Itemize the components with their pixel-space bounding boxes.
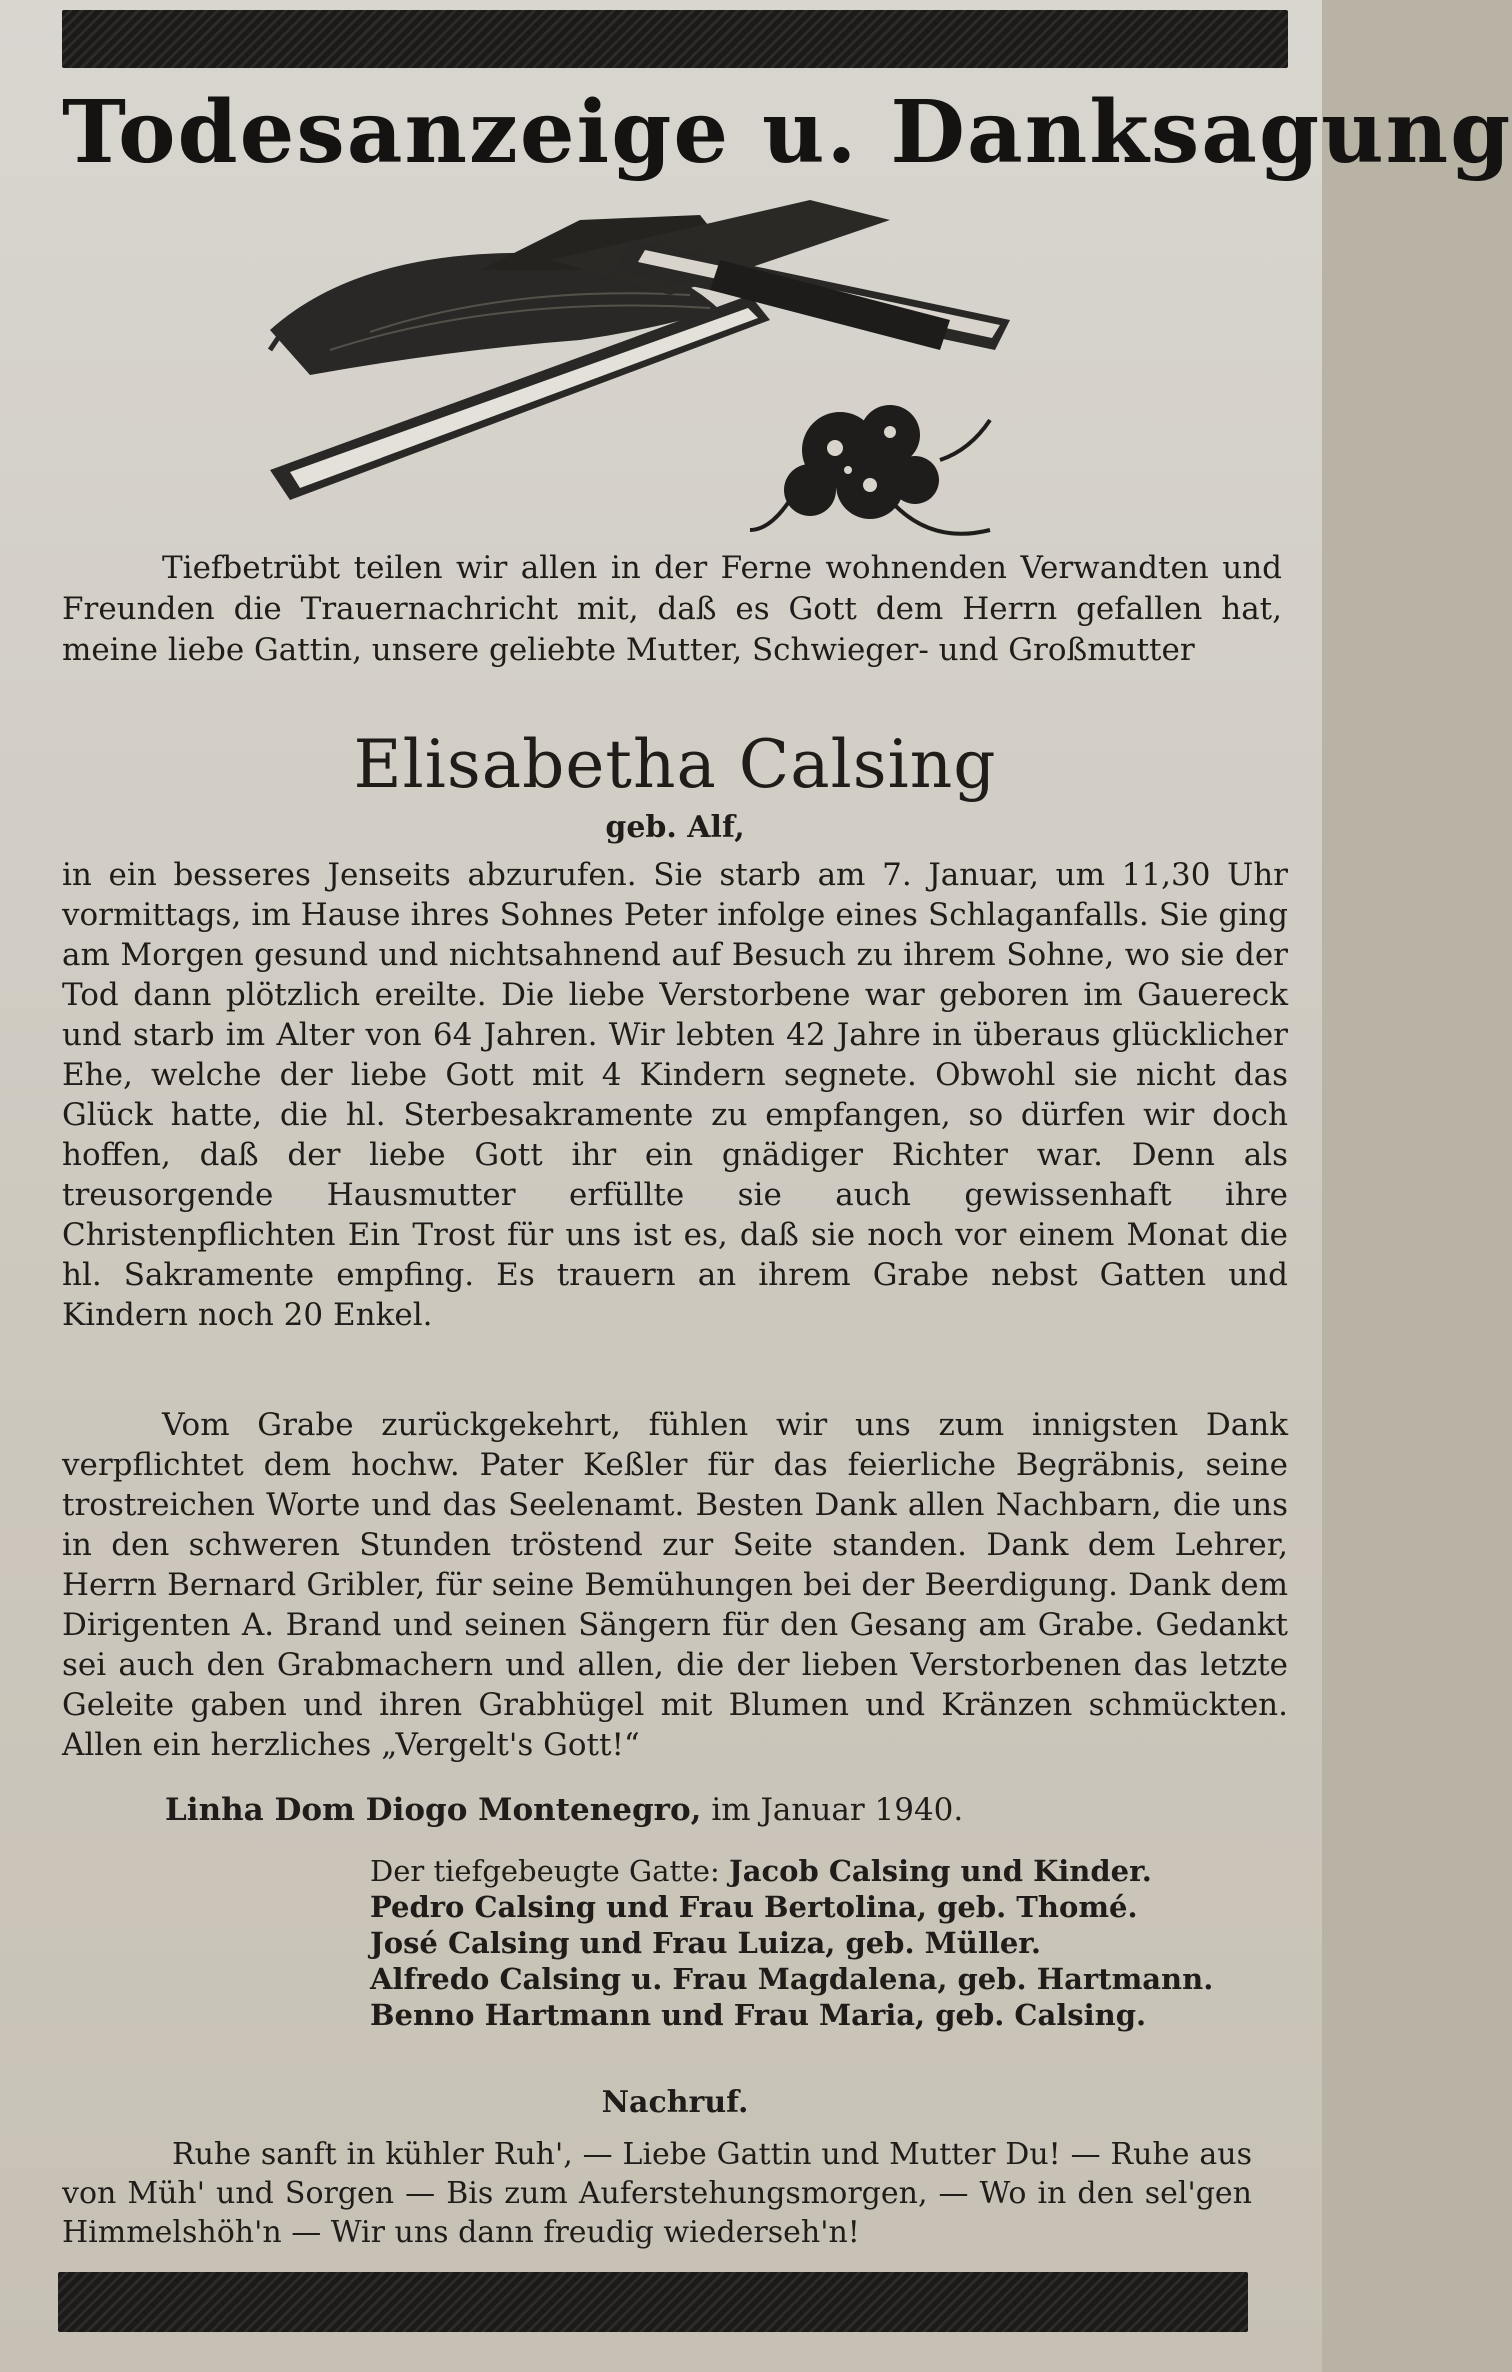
place-date: im Januar 1940.: [711, 1792, 964, 1828]
signatory-line: [370, 1853, 1290, 1889]
signatory-name: Benno Hartmann und Frau Maria, geb. Calsing.: [370, 1998, 1147, 2032]
cross-with-palm-and-flowers-icon: [250, 200, 1110, 550]
obituary-verse: Ruhe sanft in kühler Ruh', — Liebe Gattin und Mutter Du! — Ruhe aus von Müh' und Sorgen — Bis zum Auferstehungsmorgen, — Wo in den sel'gen Himmelshöh'n — Wir uns dann freudig wiederseh'n!: [62, 2137, 1252, 2250]
signatory-name: Jacob Calsing und Kinder.: [728, 1854, 1152, 1888]
signatory-prefix: Der tiefgebeugte Gatte:: [370, 1854, 720, 1888]
bottom-border-rule: [58, 2272, 1248, 2332]
body-paragraph-2: Vom Grabe zurückgekehrt, fühlen wir uns zum innigsten Dank verpflichtet dem hochw. Pater Keßler für das feierliche Begräbnis, seine trostreichen Worte und das Seelenamt. Besten Dank allen Nachbarn, die uns in den schweren Stunden tröstend zur Seite standen. Dank dem Lehrer, Herrn Bernard Gribler, für seine Bemühungen bei der Beerdigung. Dank dem Dirigenten A. Brand und seinen Sängern für den Gesang am Grabe. Gedankt sei auch den Grabmachern und allen, die der lieben Verstorbenen das letzte Geleite gaben und ihren Grabhügel mit Blumen und Kränzen schmückten. Allen ein herzliches „Vergelt's Gott!“: [62, 1407, 1288, 1763]
signatory-name: Pedro Calsing und Frau Bertolina, geb. Thomé.: [370, 1890, 1138, 1924]
signatory-name: José Calsing und Frau Luiza, geb. Müller.: [370, 1926, 1042, 1960]
signatory-name: Alfredo Calsing u. Frau Magdalena, geb. Hartmann.: [370, 1962, 1214, 1996]
deceased-name: Elisabetha Calsing: [353, 726, 997, 803]
place-and-date: [165, 1790, 1165, 1830]
place-location: Linha Dom Diogo Montenegro,: [165, 1792, 702, 1828]
notice-heading: Todesanzeige u. Danksagung: [62, 82, 1512, 183]
body-paragraph-1: in ein besseres Jenseits abzurufen. Sie starb am 7. Januar, um 11,30 Uhr vormittags, im Hause ihres Sohnes Peter infolge eines Schlaganfalls. Sie ging am Morgen gesund und nichtsahnend auf Besuch zu ihrem Sohne, wo sie der Tod dann plötzlich ereilte. Die liebe Verstorbene war geboren im Gauereck und starb im Alter von 64 Jahren. Wir lebten 42 Jahre in überaus glücklicher Ehe, welche der liebe Gott mit 4 Kindern segnete. Obwohl sie nicht das Glück hatte, die hl. Sterbesakramente zu empfangen, so dürfen wir doch hoffen, daß der liebe Gott ihr ein gnädiger Richter war. Denn als treusorgende Hausmutter erfüllte sie auch gewissenhaft ihre Christenpflichten Ein Trost für uns ist es, daß sie noch vor einem Monat die hl. Sakramente empfing. Es trauern an ihrem Grabe nebst Gatten und Kindern noch 20 Enkel.: [62, 857, 1288, 1333]
maiden-name: geb. Alf,: [605, 810, 745, 845]
top-border-rule: [62, 10, 1288, 68]
intro-paragraph: Tiefbetrübt teilen wir allen in der Ferne wohnenden Verwandten und Freunden die Trauernachricht mit, daß es Gott dem Herrn gefallen hat, meine liebe Gattin, unsere geliebte Mutter, Schwieger- und Großmutter: [62, 550, 1282, 668]
obituary-title: Nachruf.: [601, 2085, 749, 2120]
signatories-block: [370, 1853, 1290, 2033]
